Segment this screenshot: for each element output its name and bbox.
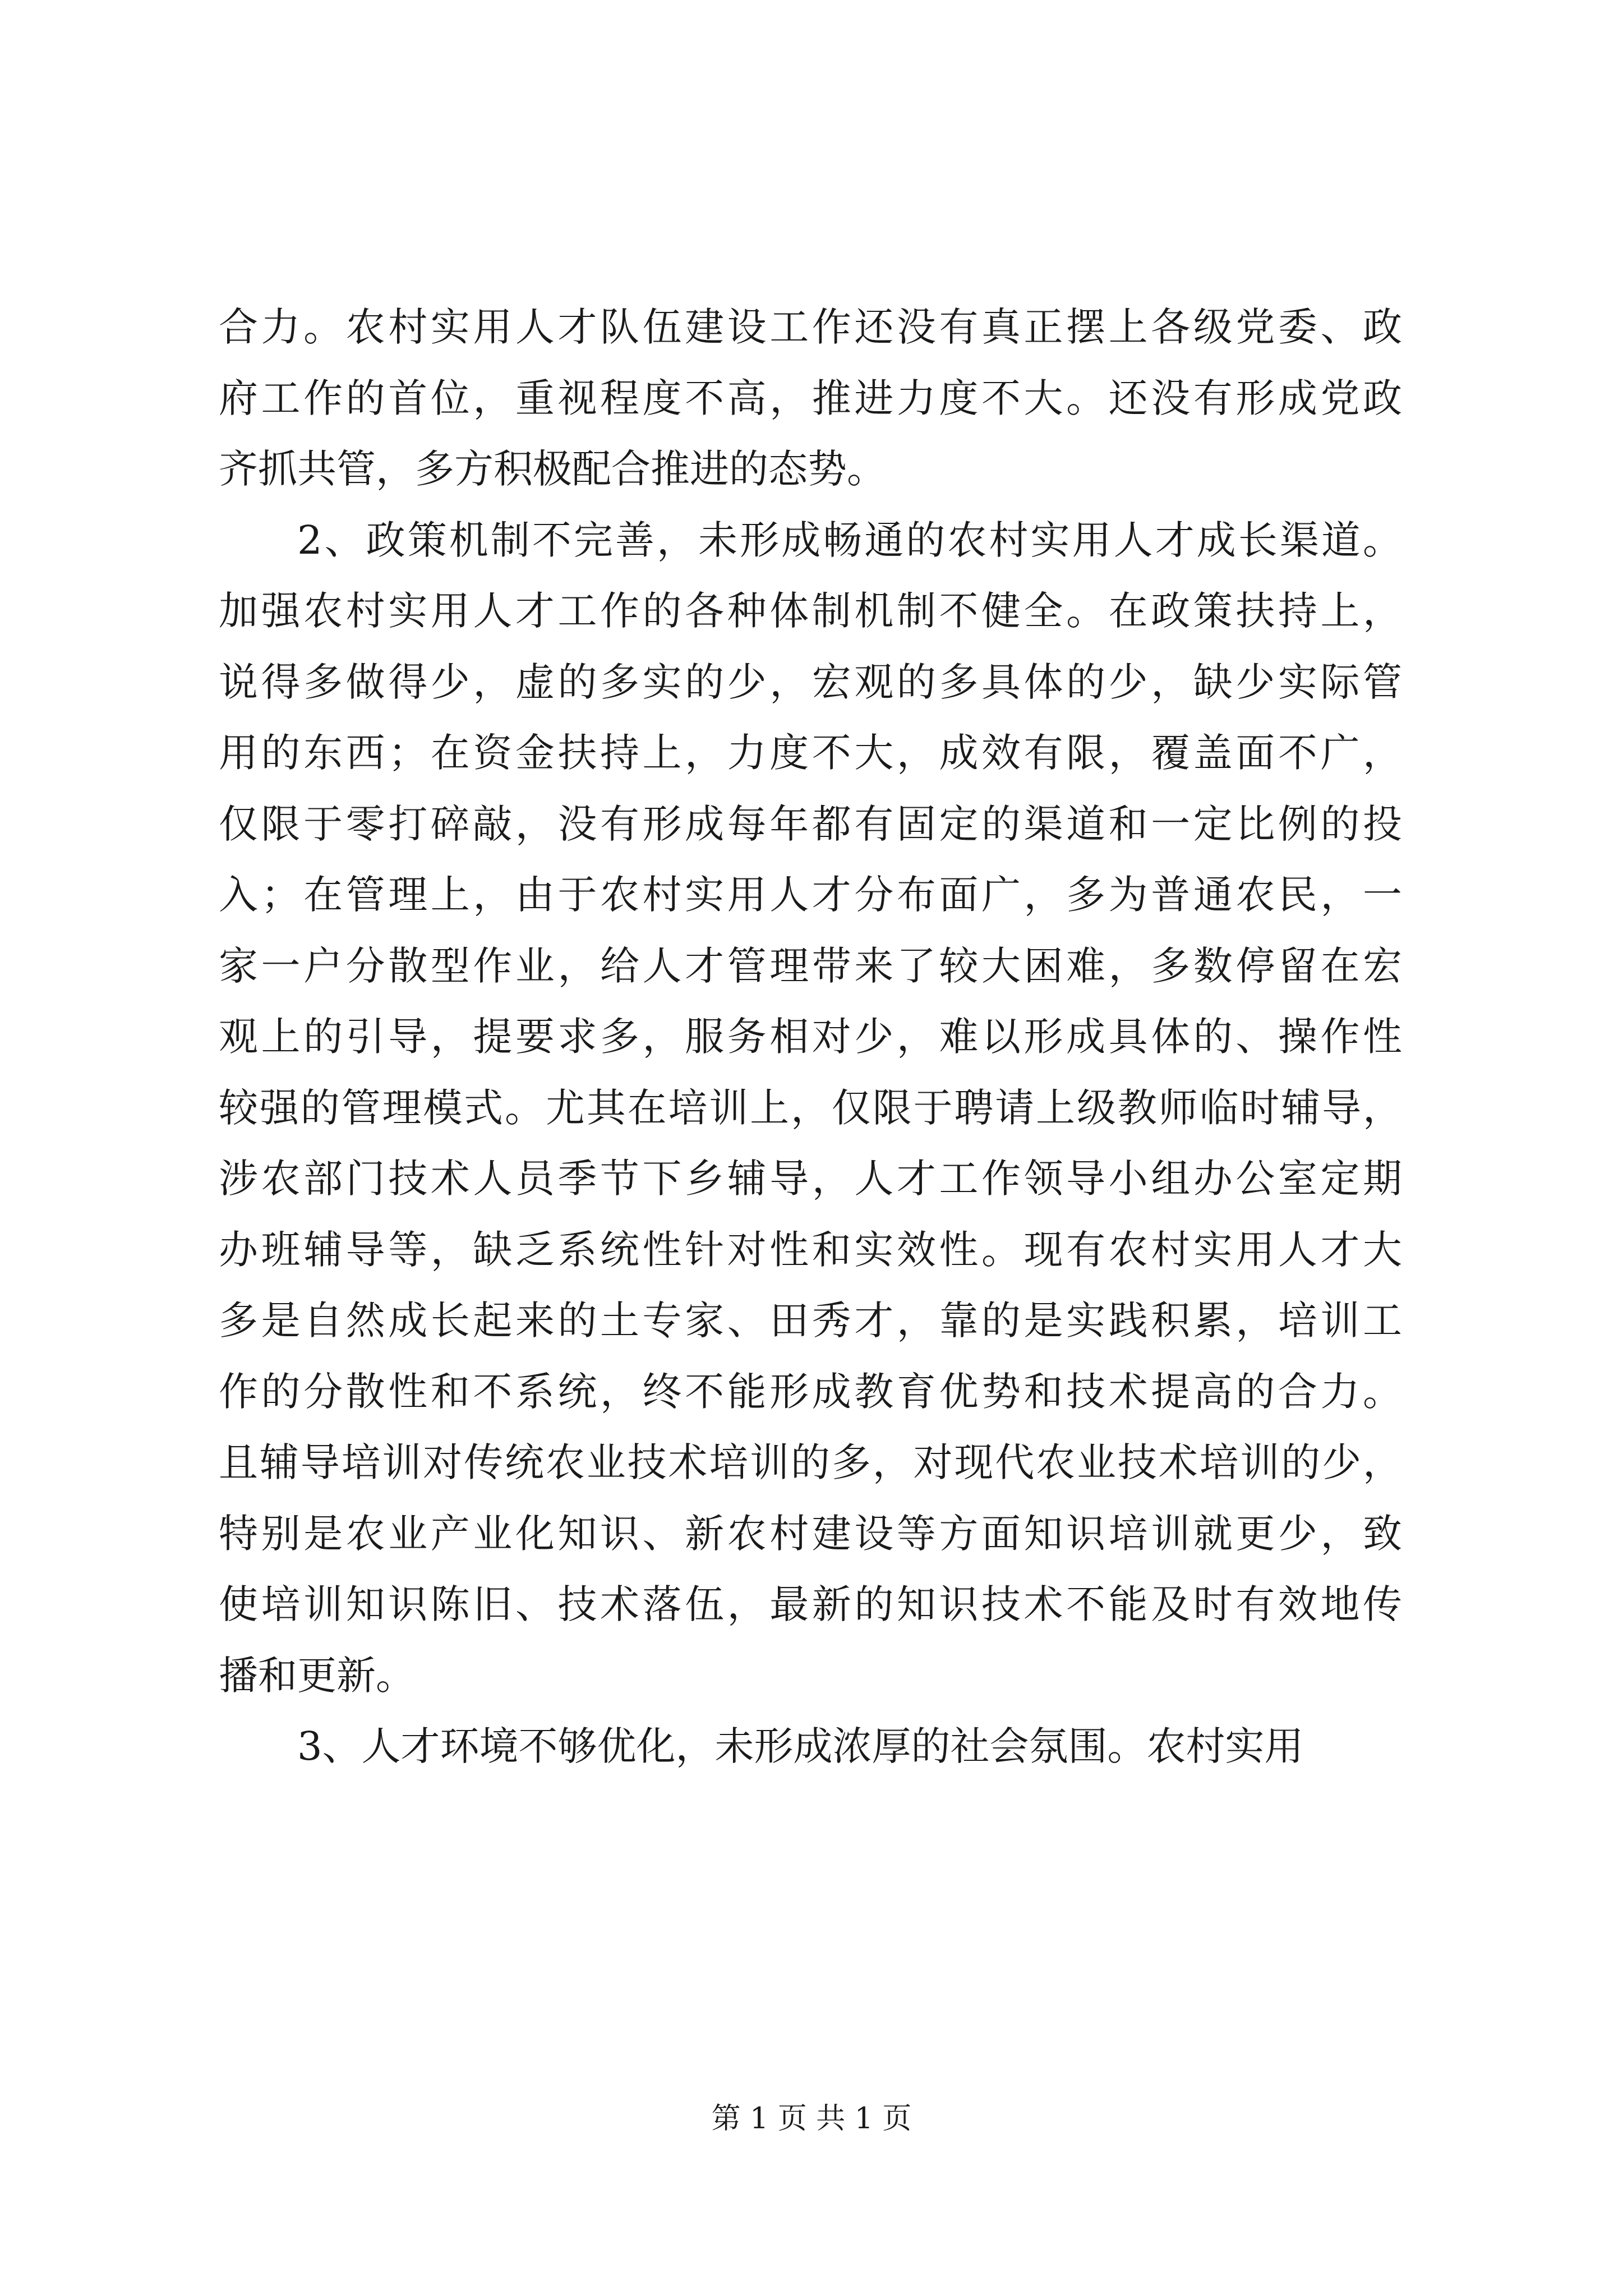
page-number-footer: 第 1 页 共 1 页 bbox=[711, 2102, 912, 2136]
text-line: 3、人才环境不够优化，未形成浓厚的社会氛围。农村实用 bbox=[297, 1723, 1304, 1769]
text-line: 入；在管理上，由于农村实用人才分布面广，多为普通农民，一 bbox=[219, 872, 1402, 918]
text-line: 2、政策机制不完善，未形成畅通的农村实用人才成长渠道。 bbox=[297, 517, 1402, 563]
text-line: 齐抓共管，多方积极配合推进的态势。 bbox=[219, 446, 886, 492]
text-line: 特别是农业产业化知识、新农村建设等方面知识培训就更少，致 bbox=[219, 1510, 1402, 1557]
text-line: 播和更新。 bbox=[219, 1652, 415, 1699]
text-line: 较强的管理模式。尤其在培训上，仅限于聘请上级教师临时辅导， bbox=[219, 1084, 1402, 1131]
text-line: 合力。农村实用人才队伍建设工作还没有真正摆上各级党委、政 bbox=[219, 304, 1402, 350]
text-line: 府工作的首位，重视程度不高，推进力度不大。还没有形成党政 bbox=[219, 375, 1402, 421]
text-line: 多是自然成长起来的土专家、田秀才，靠的是实践积累，培训工 bbox=[219, 1297, 1402, 1343]
text-line: 用的东西；在资金扶持上，力度不大，成效有限，覆盖面不广， bbox=[219, 730, 1402, 776]
text-line: 且辅导培训对传统农业技术培训的多，对现代农业技术培训的少， bbox=[219, 1439, 1402, 1485]
text-line: 家一户分散型作业，给人才管理带来了较大困难，多数停留在宏 bbox=[219, 942, 1402, 989]
text-line: 加强农村实用人才工作的各种体制机制不健全。在政策扶持上， bbox=[219, 588, 1402, 634]
text-line: 作的分散性和不系统，终不能形成教育优势和技术提高的合力。 bbox=[219, 1368, 1402, 1415]
text-line: 办班辅导等，缺乏系统性针对性和实效性。现有农村实用人才大 bbox=[219, 1226, 1402, 1273]
text-line: 观上的引导，提要求多，服务相对少，难以形成具体的、操作性 bbox=[219, 1014, 1402, 1060]
text-line: 涉农部门技术人员季节下乡辅导，人才工作领导小组办公室定期 bbox=[219, 1156, 1402, 1202]
text-line: 仅限于零打碎敲，没有形成每年都有固定的渠道和一定比例的投 bbox=[219, 800, 1402, 847]
text-line: 使培训知识陈旧、技术落伍，最新的知识技术不能及时有效地传 bbox=[219, 1581, 1402, 1627]
document-body bbox=[219, 292, 1402, 1782]
text-line: 说得多做得少，虚的多实的少，宏观的多具体的少，缺少实际管 bbox=[219, 659, 1402, 705]
